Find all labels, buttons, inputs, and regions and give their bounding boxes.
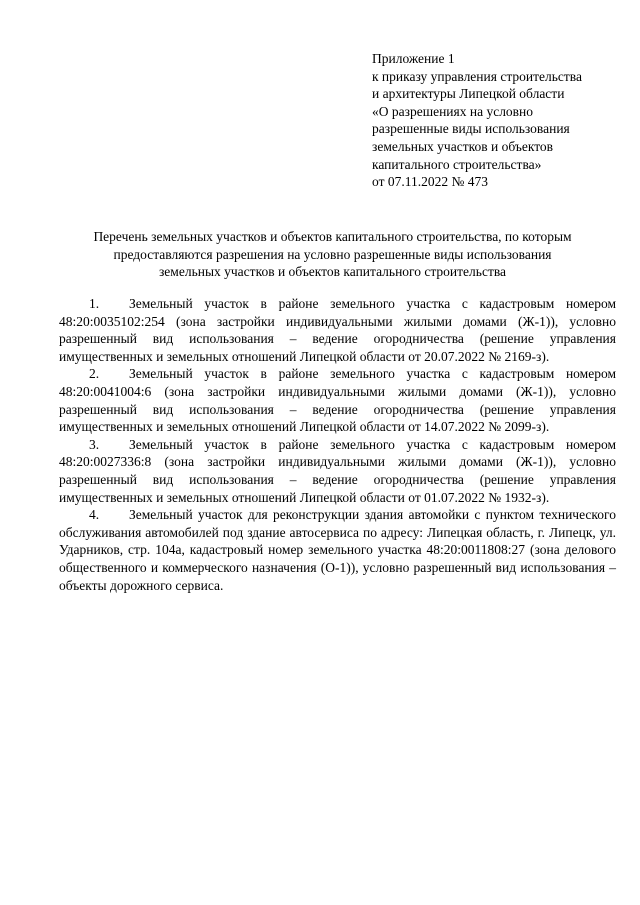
appendix-header: [372, 50, 622, 191]
list-item: [59, 365, 616, 435]
appendix-line: земельных участков и объектов: [372, 138, 554, 154]
document-title-line: предоставляются разрешения на условно разрешенные виды использования: [113, 246, 552, 262]
appendix-date-line: от 07.11.2022 № 473: [372, 174, 488, 190]
document-title-line: земельных участков и объектов капитального строительства: [158, 264, 507, 280]
list-item: [59, 436, 616, 506]
list-item-number: 1.: [89, 296, 100, 311]
appendix-title-line: Приложение 1: [372, 51, 455, 66]
list-item-text: Земельный участок в районе земельного участка с кадастровым номером 48:20:0027336:8 (зона застройки индивидуальными жилыми домами (Ж-1)), условно разрешенный вид использования – ведение огородничества (решение управления имущественных и земельных отношений Липецкой области от 01.07.2022 № 1932-з).: [59, 436, 616, 505]
list-item-number: 2.: [89, 366, 100, 382]
appendix-line: капитального строительства»: [372, 156, 542, 172]
list-item: [59, 506, 616, 594]
list-item-number: 3.: [89, 436, 100, 452]
list-item-text: Земельный участок для реконструкции здания автомойки с пунктом технического обслуживания автомобилей под здание автосервиса по адресу: Липецкая область, г. Липецк, ул. Ударников, стр. 104а, кадастровый номер земельного участка 48:20:0011808:27 (зона делового общественного и коммерческого назначения (О-1)), условно разрешенный вид использования – объекты дорожного сервиса.: [59, 507, 616, 593]
appendix-line: разрешенные виды использования: [372, 121, 570, 137]
list-item-text: Земельный участок в районе земельного участка с кадастровым номером 48:20:0041004:6 (зона застройки индивидуальными жилыми домами (Ж-1)), условно разрешенный вид использования – ведение огородничества (решение управления имущественных и земельных отношений Липецкой области от 14.07.2022 № 2099-з).: [59, 366, 616, 435]
document-title: [50, 228, 615, 281]
appendix-line: и архитектуры Липецкой области: [372, 86, 565, 102]
list-item: [59, 295, 616, 365]
appendix-line: «О разрешениях на условно: [372, 103, 534, 119]
list-item-number: 4.: [89, 507, 100, 523]
document-title-line: Перечень земельных участков и объектов капитального строительства, по которым: [93, 229, 572, 244]
land-plots-list: [59, 295, 616, 594]
appendix-line: к приказу управления строительства: [372, 68, 582, 84]
list-item-text: Земельный участок в районе земельного участка с кадастровым номером 48:20:0035102:254 (зона застройки индивидуальными жилыми домами (Ж-1)), условно разрешенный вид использования – ведение огородничества (решение управления имущественных и земельных отношений Липецкой области от 20.07.2022 № 2169-з).: [59, 296, 616, 364]
